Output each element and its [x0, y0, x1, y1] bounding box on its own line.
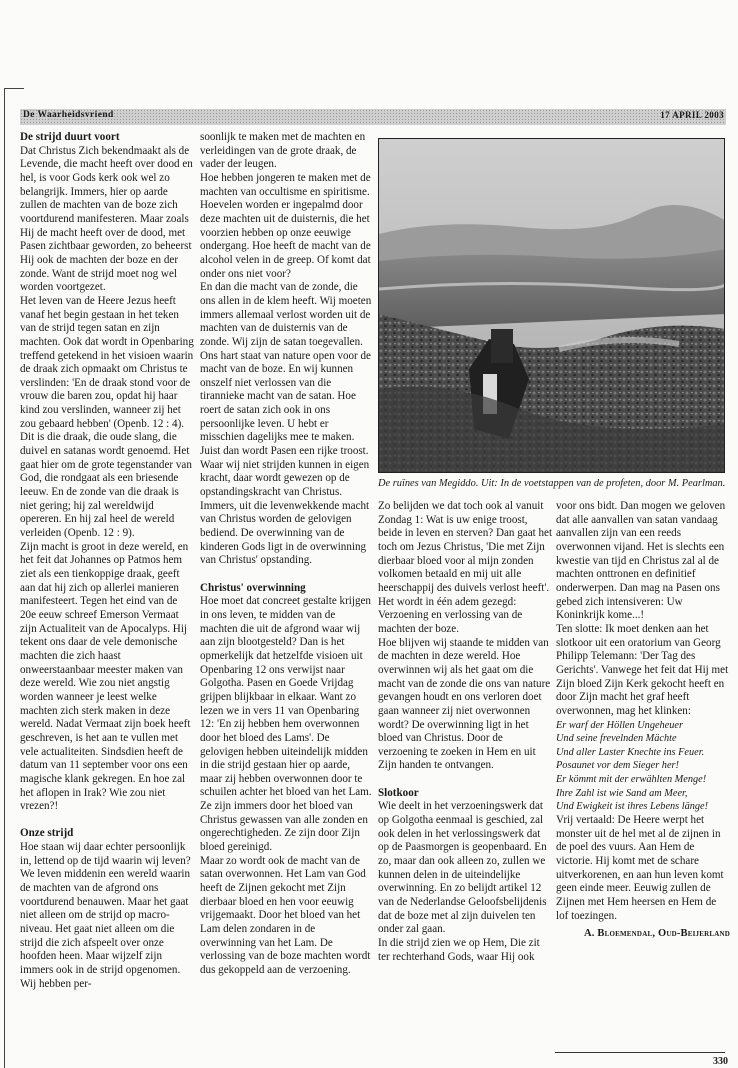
paragraph: Juist dan wordt Pasen een rijke troost. Waar wij niet strijden kunnen in eigen kracht, daar wordt gewezen op de opstandingskracht van Christus. Immers, uit die levenwekkende macht van Christus worden de gelovigen bediend. De overwinning van de kinderen Gods ligt in de overwinning van Christus' opstanding.	[200, 445, 370, 567]
section-heading: De strijd duurt voort	[20, 131, 120, 143]
paragraph: Hoe moet dat concreet gestalte krijgen in ons leven, te midden van de machten die uit de afgrond waar wij aan zijn blootgesteld? Dan is het opmerkelijk dat hetzelfde visioen uit Openbaring 12 ons verwijst naar Golgotha. Pasen en Goede Vrijdag grijpen blijkbaar in elkaar. Want zo lezen we in vers 11 van Openbaring 12: 'En zij hebben hem overwonnen door het bloed des Lams'. De gelovigen hebben uiteindelijk midden in die strijd gestaan hier op aarde, maar zij hebben overwonnen door te schuilen achter het bloed van het Lam. Ze zijn immers door het bloed van Christus gewassen van alle zonden en ongerechtigheden. Ze zijn door Zijn bloed gereinigd.	[200, 595, 372, 854]
megiddo-photo	[378, 138, 725, 473]
paragraph: Zo belijden we dat toch ook al vanuit Zondag 1: Wat is uw enige troost, beide in leven en sterven? Dan gaat het toch om Jezus Christus, 'Die met Zijn dierbaar bloed voor al mijn zonden volkomen betaald en mij uit alle heerschappij des duivels verlost heeft'. Het wordt in één adem gezegd: Verzoening en verlossing van de machten der boze.	[378, 500, 553, 635]
magazine-title: De Waarheidsvriend	[23, 110, 114, 120]
column-3	[378, 500, 554, 964]
poem-line: Er kömmt mit der erwählten Menge!	[556, 774, 707, 786]
column-4	[556, 500, 730, 941]
column-2	[200, 131, 372, 978]
section-heading: Christus' overwinning	[200, 581, 306, 594]
column-1	[20, 131, 196, 991]
poem-line: Ihre Zahl ist wie Sand am Meer,	[556, 787, 688, 799]
paragraph: Wie deelt in het verzoeningswerk dat op Golgotha eenmaal is geschied, zal ook delen in het verlossingswerk dat op de Paasmorgen is geopenbaard. En zo, maar dan ook alleen zo, zullen we kunnen delen in de uiteindelijke overwinning. En zo belijdt artikel 12 van de Nederlandse Geloofsbelijdenis dat de boze met al zijn duivelen ten onder zal gaan.	[378, 800, 547, 936]
paragraph: voor ons bidt. Dan mogen we geloven dat alle aanvallen van satan vandaag aanvallen zijn van een reeds overwonnen vijand. Het is slechts een kwestie van tijd en Christus zal al de machten onttronen en definitief onderwerpen. Dan mag na Pasen ons gebed zich intensiveren: Uw Koninkrijk kome...!	[556, 500, 726, 622]
paragraph: Hoe staan wij daar echter persoonlijk in, lettend op de tijd waarin wij leven? We leven middenin een wereld waarin de machten van de afgrond ons voortdurend benauwen. Maar het gaat niet alleen om de strijd op macro-niveau. Het gaat niet alleen om die strijd die zich afspeelt over onze hoofden heen. Maar wijzelf zijn immers ook in de strijd opgenomen. Wij hebben per-	[20, 841, 191, 990]
issue-date: 17 APRIL 2003	[660, 110, 724, 120]
paragraph: Zijn macht is groot in deze wereld, en het feit dat Johannes op Patmos hem ziet als een tienkoppige draak, geeft aan dat hij zich op allerlei manieren manifesteert. Tegen het eind van de 20e eeuw schreef Emerson Vermaat zijn Actualiteit van de Apocalyps. Hij tekent ons daar de vele demonische machten die zich haast onweerstaanbaar meester maken van deze wereld. Wie zou niet angstig worden wanneer je leest welke machten zich sterk maken in deze wereld. Nadat Vermaat zijn boek heeft geschreven, is het aan te vullen met vele actualiteiten. Sindsdien heeft de datum van 11 september voor ons een magische klank gekregen. En hoe zal het aflopen in Irak? Wie zou niet vrezen?!	[20, 540, 191, 813]
paragraph: Dat Christus Zich bekendmaakt als de Levende, die macht heeft over dood en hel, is voor Gods kerk ook wel zo belangrijk. Immers, hier op aarde zullen de machten van de boze zich voortdurend manifesteren. Maar zoals Hij de macht heeft over de dood, met Pasen zichtbaar geworden, zo beheerst Hij ook de machten der boze en der zonde. Want de strijd moet nog wel worden voortgezet.	[20, 144, 193, 294]
poem-line: Und aller Laster Knechte ins Feuer.	[556, 746, 705, 758]
poem-line: Er warf der Höllen Ungeheuer	[556, 719, 683, 731]
poem	[556, 719, 730, 815]
author-signature: A. Bloemendal, Oud-Beijerland	[583, 928, 730, 940]
paragraph: Maar zo wordt ook de macht van de satan overwonnen. Het Lam van God heeft de Zijnen gekocht met Zijn dierbaar bloed en hen voor eeuwig vrijgemaakt. Door het bloed van het Lam delen zondaren in de overwinning van het Lam. De verlossing van de boze machten wordt dus gekoppeld aan de verzoening.	[200, 854, 371, 977]
paragraph: Hoe hebben jongeren te maken met de machten van occultisme en spiritisme. Hoevelen worden er ingepalmd door deze machten uit de duisternis, die het voorzien hebben op onze eeuwige ondergang. Hoe heeft de macht van de alcohol velen in de greep. Of komt dat onder ons niet voor?	[200, 171, 371, 280]
paragraph: Het leven van de Heere Jezus heeft vanaf het begin gestaan in het teken van de strijd tegen satan en zijn machten. Ook dat wordt in Openbaring treffend getekend in het visioen waarin de draak zich opmaakt om Christus te verslinden: 'En de draak stond voor de vrouw die baren zou, opdat hij haar kind zou verslinden, wanneer zij het zou gebaard hebben' (Openb. 12 : 4). Dit is die draak, die oude slang, die duivel en satanas wordt genoemd. Het gaat hier om de grote tegenstander van God, die rondgaat als een briesende leeuw. En de zonde van die draak is niet gering; hij zal wereldwijd opereren. En hij zal heel de wereld verleiden (Openb. 12 : 9).	[20, 294, 194, 540]
ruins-landscape-image	[379, 139, 725, 473]
paragraph: In die strijd zien we op Hem, Die zit ter rechterhand Gods, waar Hij ook	[378, 936, 540, 963]
footer-rule	[555, 1052, 725, 1053]
paragraph: Hoe blijven wij staande te midden van de machten in deze wereld. Hoe overwinnen wij als het gaat om die macht van de zonde die ons van nature gevangen houdt en ons verloren doet gaan wanneer zij niet overwonnen wordt? De overwinning ligt in het bloed van Christus. Door de verzoening te zoeken in Hem en uit Zijn handen te ontvangen.	[378, 636, 551, 772]
page-left-rule	[4, 88, 5, 1068]
section-heading: Onze strijd	[20, 827, 74, 840]
poem-line: Posaunet vor dem Sieger her!	[556, 760, 679, 772]
photo-caption: De ruïnes van Megiddo. Uit: In de voetstappen van de profeten, door M. Pearlman.	[378, 478, 726, 489]
poem-line: Und seine frevelnden Mächte	[556, 733, 677, 745]
paragraph: En dan die macht van de zonde, die ons allen in de klem heeft. Wij moeten immers allemaal verlost worden uit de machten van de duisternis van de zonde. Wij zijn de satan toegevallen. Ons hart staat van nature open voor de macht van de boze. En wij kunnen onszelf niet verlossen van die tirannieke macht van de satan. Hoe roert de satan zich ook in ons persoonlijke leven. U hebt er misschien dagelijks mee te maken.	[200, 281, 372, 444]
page-top-rule	[4, 88, 24, 89]
section-heading: Slotkoor	[378, 786, 419, 799]
paragraph: Vrij vertaald: De Heere werpt het monster uit de hel met al de zijnen in de poel des vuurs. Aan Hem de victorie. Hij komt met de schare uitverkorenen, en aan hun leven komt geen einde meer. Eeuwig zullen de Zijnen met Hem heersen en Hem de lof toezingen.	[556, 814, 724, 922]
page-number: 330	[713, 1056, 728, 1067]
poem-line: Und Ewigkeit ist ihres Lebens länge!	[556, 801, 709, 813]
paragraph: Ten slotte: Ik moet denken aan het slotkoor uit een oratorium van Georg Philipp Telemann: 'Der Tag des Gerichts'. Vanwege het feit dat Hij met Zijn bloed Zijn Kerk gekocht heeft en door Zijn macht het graf heeft overwonnen, mag het klinken:	[556, 622, 729, 717]
page-header	[20, 109, 726, 125]
paragraph: soonlijk te maken met de machten en verleidingen van de grote draak, de vader der leugen.	[200, 131, 366, 171]
